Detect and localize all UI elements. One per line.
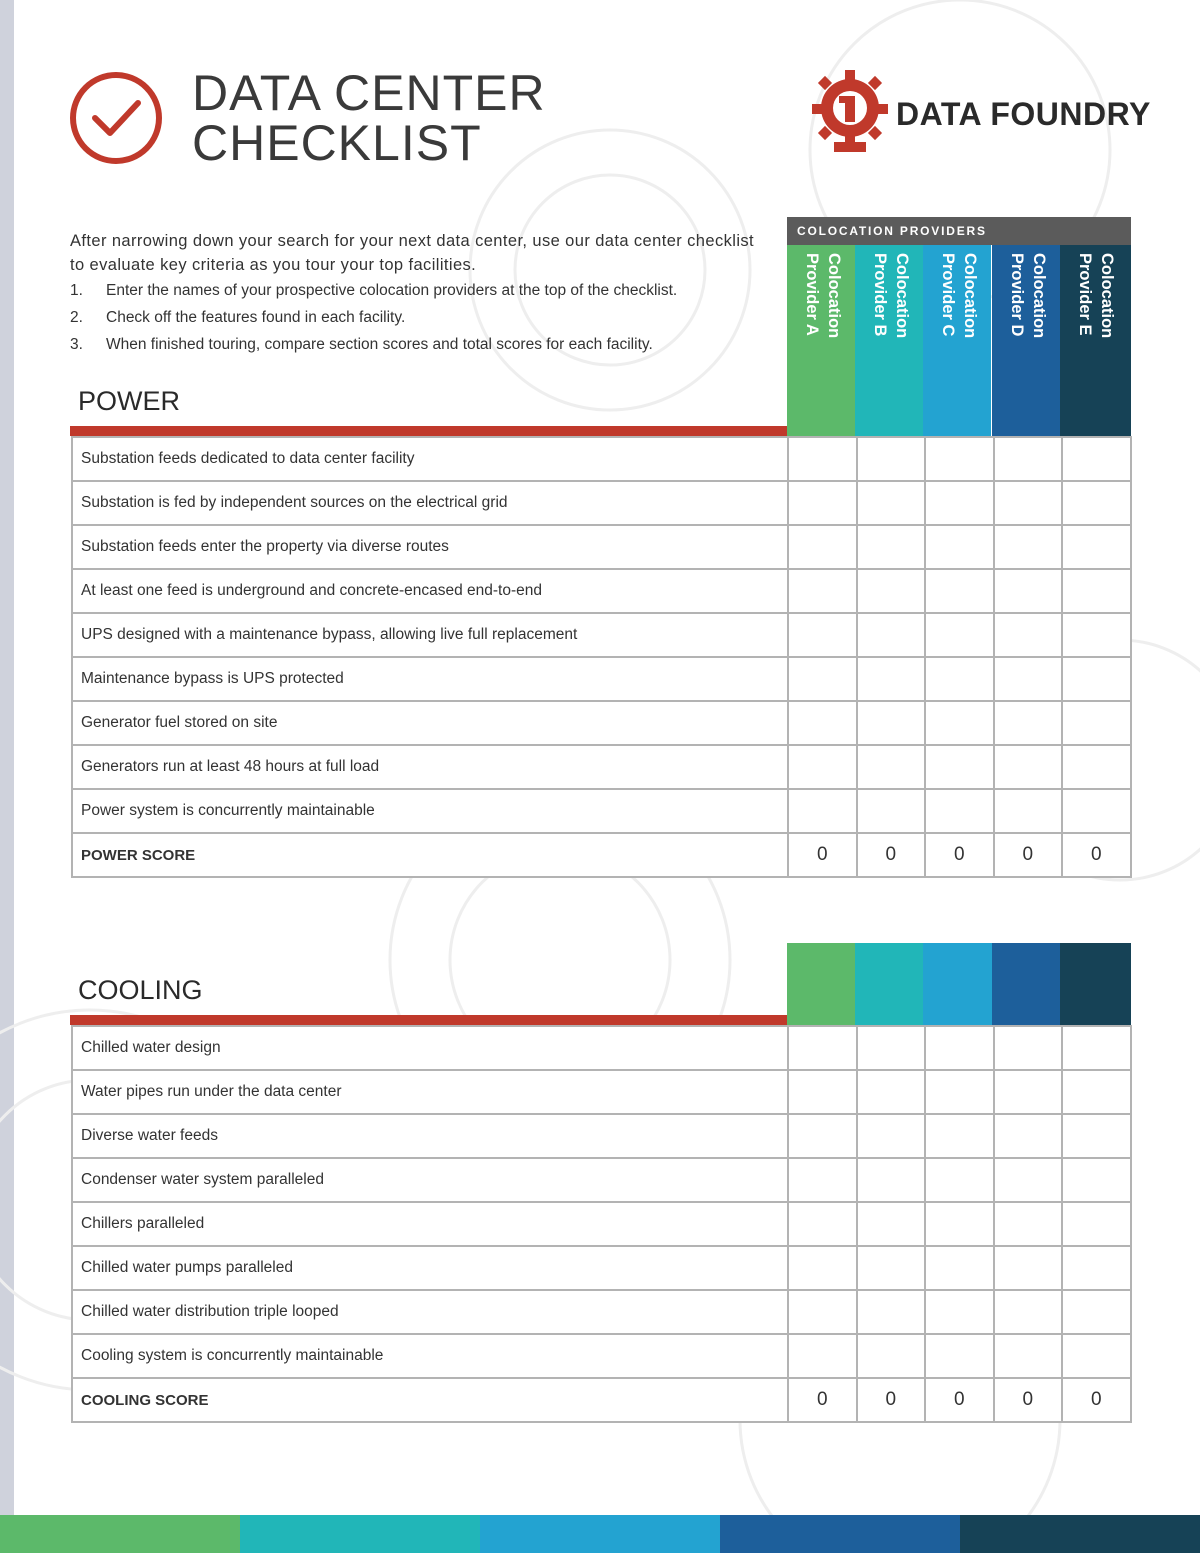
checkbox-cell[interactable] bbox=[1062, 701, 1131, 745]
score-value: 0 bbox=[994, 1378, 1063, 1422]
checkbox-cell[interactable] bbox=[1062, 1114, 1131, 1158]
table-row bbox=[72, 613, 1131, 657]
step-item bbox=[70, 334, 790, 361]
checkbox-cell[interactable] bbox=[857, 1334, 926, 1378]
checkbox-cell[interactable] bbox=[1062, 569, 1131, 613]
provider-label-line2: Provider A bbox=[803, 253, 821, 336]
checkbox-cell[interactable] bbox=[994, 745, 1063, 789]
table-row bbox=[72, 1334, 1131, 1378]
checkbox-cell[interactable] bbox=[857, 745, 926, 789]
provider-label-line1: Colocation bbox=[1098, 253, 1116, 339]
checkbox-cell[interactable] bbox=[788, 437, 857, 481]
checkbox-cell[interactable] bbox=[994, 569, 1063, 613]
criterion-label: Generator fuel stored on site bbox=[72, 701, 788, 745]
checkbox-cell[interactable] bbox=[994, 1334, 1063, 1378]
checkbox-cell[interactable] bbox=[857, 481, 926, 525]
score-value: 0 bbox=[788, 1378, 857, 1422]
checkbox-cell[interactable] bbox=[925, 1334, 994, 1378]
score-value: 0 bbox=[925, 1378, 994, 1422]
checkbox-cell[interactable] bbox=[788, 1114, 857, 1158]
power-checklist-table bbox=[71, 436, 1132, 878]
checkbox-cell[interactable] bbox=[1062, 481, 1131, 525]
provider-b-color-band bbox=[855, 943, 924, 1027]
table-row bbox=[72, 789, 1131, 833]
score-value: 0 bbox=[788, 833, 857, 877]
table-row bbox=[72, 1290, 1131, 1334]
power-section-title: POWER bbox=[78, 386, 181, 416]
checkbox-cell[interactable] bbox=[788, 789, 857, 833]
table-row bbox=[72, 701, 1131, 745]
step-number: 3. bbox=[70, 336, 83, 353]
checkbox-cell[interactable] bbox=[925, 1290, 994, 1334]
checkbox-cell[interactable] bbox=[857, 789, 926, 833]
provider-label-line1: Colocation bbox=[961, 253, 979, 339]
score-value: 0 bbox=[857, 1378, 926, 1422]
footer-band-b bbox=[240, 1515, 480, 1553]
score-label: COOLING SCORE bbox=[72, 1378, 788, 1422]
power-section-rule bbox=[70, 426, 787, 436]
table-row bbox=[72, 1026, 1131, 1070]
instruction-steps bbox=[70, 280, 790, 361]
checkbox-cell[interactable] bbox=[788, 657, 857, 701]
step-text: Check off the features found in each facility. bbox=[106, 309, 406, 326]
checkbox-cell[interactable] bbox=[857, 1290, 926, 1334]
criterion-label: Diverse water feeds bbox=[72, 1114, 788, 1158]
checkbox-cell[interactable] bbox=[925, 1158, 994, 1202]
criterion-label: Chilled water design bbox=[72, 1026, 788, 1070]
provider-a-label bbox=[797, 253, 845, 338]
criterion-label: Substation is fed by independent sources on the electrical grid bbox=[72, 481, 788, 525]
checkbox-cell[interactable] bbox=[788, 1334, 857, 1378]
checkbox-cell[interactable] bbox=[1062, 657, 1131, 701]
checkmark-circle-icon bbox=[68, 70, 164, 166]
table-row bbox=[72, 1158, 1131, 1202]
checkbox-cell[interactable] bbox=[994, 1070, 1063, 1114]
score-label: POWER SCORE bbox=[72, 833, 788, 877]
provider-c-column-header bbox=[923, 245, 991, 437]
checkbox-cell[interactable] bbox=[788, 701, 857, 745]
criterion-label: At least one feed is underground and concrete-encased end-to-end bbox=[72, 569, 788, 613]
checkbox-cell[interactable] bbox=[994, 1114, 1063, 1158]
checkbox-cell[interactable] bbox=[1062, 1070, 1131, 1114]
checkbox-cell[interactable] bbox=[925, 437, 994, 481]
checkbox-cell[interactable] bbox=[857, 701, 926, 745]
footer-color-bar bbox=[0, 1515, 1200, 1553]
checkbox-cell[interactable] bbox=[1062, 437, 1131, 481]
checkbox-cell[interactable] bbox=[788, 1202, 857, 1246]
step-item bbox=[70, 307, 790, 334]
criterion-label: Water pipes run under the data center bbox=[72, 1070, 788, 1114]
checkbox-cell[interactable] bbox=[788, 613, 857, 657]
cooling-section-rule bbox=[70, 1015, 787, 1025]
checkbox-cell[interactable] bbox=[1062, 789, 1131, 833]
criterion-label: Maintenance bypass is UPS protected bbox=[72, 657, 788, 701]
table-row bbox=[72, 745, 1131, 789]
checkbox-cell[interactable] bbox=[1062, 525, 1131, 569]
table-row bbox=[72, 437, 1131, 481]
provider-label-line1: Colocation bbox=[1030, 253, 1048, 339]
table-row bbox=[72, 1070, 1131, 1114]
brand-name: DATA FOUNDRY bbox=[896, 96, 1151, 132]
checkbox-cell[interactable] bbox=[857, 1070, 926, 1114]
provider-a-color-band bbox=[787, 943, 856, 1027]
checkbox-cell[interactable] bbox=[788, 745, 857, 789]
criterion-label: Condenser water system paralleled bbox=[72, 1158, 788, 1202]
criterion-label: Substation feeds enter the property via diverse routes bbox=[72, 525, 788, 569]
criterion-label: Chilled water pumps paralleled bbox=[72, 1246, 788, 1290]
checkbox-cell[interactable] bbox=[925, 525, 994, 569]
checkbox-cell[interactable] bbox=[788, 1290, 857, 1334]
checkbox-cell[interactable] bbox=[1062, 745, 1131, 789]
checkbox-cell[interactable] bbox=[925, 613, 994, 657]
provider-d-label bbox=[1002, 253, 1050, 338]
score-value: 0 bbox=[857, 833, 926, 877]
checkbox-cell[interactable] bbox=[925, 657, 994, 701]
checkbox-cell[interactable] bbox=[857, 613, 926, 657]
checkbox-cell[interactable] bbox=[994, 481, 1063, 525]
provider-e-color-band bbox=[1060, 943, 1131, 1027]
checkbox-cell[interactable] bbox=[925, 1070, 994, 1114]
checkbox-cell[interactable] bbox=[857, 569, 926, 613]
checkbox-cell[interactable] bbox=[857, 1114, 926, 1158]
provider-d-column-header bbox=[992, 245, 1060, 437]
checkbox-cell[interactable] bbox=[1062, 1290, 1131, 1334]
checkbox-cell[interactable] bbox=[925, 1202, 994, 1246]
page-title bbox=[192, 65, 546, 171]
checkbox-cell[interactable] bbox=[925, 569, 994, 613]
table-row bbox=[72, 657, 1131, 701]
page-title-line1: DATA CENTER bbox=[192, 65, 546, 121]
checkbox-cell[interactable] bbox=[925, 701, 994, 745]
cooling-checklist-table bbox=[71, 1025, 1132, 1423]
checkbox-cell[interactable] bbox=[1062, 613, 1131, 657]
criterion-label: Chillers paralleled bbox=[72, 1202, 788, 1246]
criterion-label: Substation feeds dedicated to data center facility bbox=[72, 437, 788, 481]
checkbox-cell[interactable] bbox=[994, 1202, 1063, 1246]
checkbox-cell[interactable] bbox=[994, 613, 1063, 657]
checkbox-cell[interactable] bbox=[925, 745, 994, 789]
score-value: 0 bbox=[1062, 1378, 1131, 1422]
score-value: 0 bbox=[925, 833, 994, 877]
provider-e-column-header bbox=[1060, 245, 1131, 437]
provider-a-column-header bbox=[787, 245, 855, 437]
criterion-label: UPS designed with a maintenance bypass, allowing live full replacement bbox=[72, 613, 788, 657]
footer-band-e bbox=[960, 1515, 1200, 1553]
provider-e-label bbox=[1070, 253, 1118, 338]
checkbox-cell[interactable] bbox=[994, 525, 1063, 569]
checkbox-cell[interactable] bbox=[857, 525, 926, 569]
brand-logo bbox=[812, 70, 1151, 156]
provider-d-color-band bbox=[992, 943, 1061, 1027]
gear-ladle-icon bbox=[812, 70, 888, 154]
provider-label-line2: Provider C bbox=[939, 253, 957, 337]
provider-b-label bbox=[865, 253, 913, 338]
intro-paragraph: After narrowing down your search for your next data center, use our data center checklist to evaluate key criteria as you tour your top facilities. bbox=[70, 231, 755, 274]
checkbox-cell[interactable] bbox=[994, 1026, 1063, 1070]
checkbox-cell[interactable] bbox=[994, 1158, 1063, 1202]
step-text: When finished touring, compare section scores and total scores for each facility. bbox=[106, 336, 653, 353]
checkbox-cell[interactable] bbox=[1062, 1158, 1131, 1202]
footer-band-a bbox=[0, 1515, 240, 1553]
provider-b-column-header bbox=[855, 245, 923, 437]
checkbox-cell[interactable] bbox=[857, 1246, 926, 1290]
cooling-score-row bbox=[72, 1378, 1131, 1422]
checkbox-cell[interactable] bbox=[857, 657, 926, 701]
provider-label-line1: Colocation bbox=[893, 253, 911, 339]
checkbox-cell[interactable] bbox=[788, 569, 857, 613]
step-number: 2. bbox=[70, 309, 83, 326]
table-row bbox=[72, 525, 1131, 569]
checkbox-cell[interactable] bbox=[925, 1246, 994, 1290]
footer-band-d bbox=[720, 1515, 960, 1553]
power-score-row bbox=[72, 833, 1131, 877]
cooling-section-title: COOLING bbox=[78, 975, 203, 1005]
checkbox-cell[interactable] bbox=[857, 1026, 926, 1070]
table-row bbox=[72, 569, 1131, 613]
criterion-label: Power system is concurrently maintainable bbox=[72, 789, 788, 833]
checkbox-cell[interactable] bbox=[788, 525, 857, 569]
criterion-label: Chilled water distribution triple looped bbox=[72, 1290, 788, 1334]
checkbox-cell[interactable] bbox=[925, 1026, 994, 1070]
score-value: 0 bbox=[1062, 833, 1131, 877]
step-text: Enter the names of your prospective colocation providers at the top of the checklist. bbox=[106, 282, 678, 299]
step-item bbox=[70, 280, 790, 307]
checkbox-cell[interactable] bbox=[788, 1246, 857, 1290]
score-value: 0 bbox=[994, 833, 1063, 877]
checkbox-cell[interactable] bbox=[994, 789, 1063, 833]
checkbox-cell[interactable] bbox=[788, 1158, 857, 1202]
table-row bbox=[72, 1202, 1131, 1246]
checkbox-cell[interactable] bbox=[925, 1114, 994, 1158]
checkbox-cell[interactable] bbox=[857, 437, 926, 481]
step-number: 1. bbox=[70, 282, 83, 299]
table-row bbox=[72, 481, 1131, 525]
provider-label-line1: Colocation bbox=[825, 253, 843, 339]
checkbox-cell[interactable] bbox=[857, 1158, 926, 1202]
checkbox-cell[interactable] bbox=[857, 1202, 926, 1246]
provider-c-label bbox=[933, 253, 981, 338]
provider-label-line2: Provider E bbox=[1076, 253, 1094, 336]
checkbox-cell[interactable] bbox=[788, 481, 857, 525]
provider-label-line2: Provider B bbox=[871, 253, 889, 337]
checkbox-cell[interactable] bbox=[1062, 1334, 1131, 1378]
checkbox-cell[interactable] bbox=[925, 481, 994, 525]
footer-band-c bbox=[480, 1515, 720, 1553]
page-title-line2: CHECKLIST bbox=[192, 115, 482, 171]
checkbox-cell[interactable] bbox=[994, 657, 1063, 701]
checkbox-cell[interactable] bbox=[788, 1026, 857, 1070]
provider-c-color-band bbox=[923, 943, 992, 1027]
checkbox-cell[interactable] bbox=[1062, 1246, 1131, 1290]
left-edge-stripe bbox=[0, 0, 14, 1553]
checkbox-cell[interactable] bbox=[1062, 1026, 1131, 1070]
checkbox-cell[interactable] bbox=[1062, 1202, 1131, 1246]
criterion-label: Generators run at least 48 hours at full load bbox=[72, 745, 788, 789]
criterion-label: Cooling system is concurrently maintainable bbox=[72, 1334, 788, 1378]
table-row bbox=[72, 1246, 1131, 1290]
colocation-providers-header: COLOCATION PROVIDERS bbox=[787, 217, 1131, 245]
provider-label-line2: Provider D bbox=[1008, 253, 1026, 337]
checkbox-cell[interactable] bbox=[994, 701, 1063, 745]
checkbox-cell[interactable] bbox=[925, 789, 994, 833]
checkbox-cell[interactable] bbox=[788, 1070, 857, 1114]
table-row bbox=[72, 1114, 1131, 1158]
checkbox-cell[interactable] bbox=[994, 437, 1063, 481]
checkbox-cell[interactable] bbox=[994, 1246, 1063, 1290]
checkbox-cell[interactable] bbox=[994, 1290, 1063, 1334]
